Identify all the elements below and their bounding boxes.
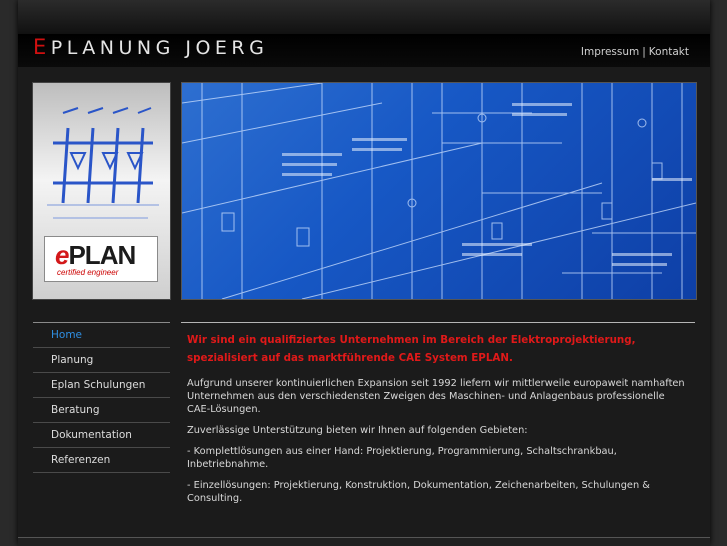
nav-item-home[interactable]: Home	[33, 323, 170, 348]
side-navigation	[33, 322, 170, 473]
impressum-link[interactable]: Impressum	[580, 46, 640, 58]
blueprint-lines-icon	[182, 83, 696, 299]
nav-item-beratung[interactable]: Beratung	[33, 398, 170, 423]
nav-item-planung[interactable]: Planung	[33, 348, 170, 373]
circuit-logo-icon	[33, 83, 170, 233]
site-logo[interactable]	[33, 35, 268, 59]
paragraph-expansion: Aufgrund unserer kontinuierlichen Expansion seit 1992 liefern wir mittlerweile europaweit namhaften Unternehmen aus den verschiedensten Zweigen des Maschinen- und Anlagenbaus professionelle CAE-Lösungen.	[187, 378, 685, 415]
paragraph-support: Zuverlässige Unterstützung bieten wir Ihnen auf folgenden Gebieten:	[187, 425, 528, 436]
paragraph-komplett: - Komplettlösungen aus einer Hand: Projektierung, Programmierung, Schaltschrankbau, Inbetriebnahme.	[187, 446, 617, 470]
page-top-bar	[18, 0, 710, 34]
intro-heading-line1: Wir sind ein qualifiziertes Unternehmen im Bereich der Elektroprojektierung,	[187, 334, 636, 346]
page-container	[18, 0, 710, 545]
eplan-certified-text: certified engineer	[57, 268, 119, 277]
eplan-certified-image	[32, 82, 171, 300]
eplan-wordmark: ePLAN	[55, 240, 136, 270]
nav-item-referenzen[interactable]: Referenzen	[33, 448, 170, 473]
logo-first-letter: E	[33, 35, 51, 59]
intro-heading	[187, 331, 695, 367]
blueprint-banner-image	[181, 82, 697, 300]
top-links	[581, 46, 689, 58]
nav-item-dokumentation[interactable]: Dokumentation	[33, 423, 170, 448]
intro-heading-line2: spezialisiert auf das marktführende CAE System EPLAN.	[187, 352, 513, 364]
main-content	[181, 322, 695, 505]
link-separator: |	[642, 46, 646, 58]
paragraph-einzel: - Einzellösungen: Projektierung, Konstruktion, Dokumentation, Zeichenarbeiten, Schulungen & Consulting.	[187, 480, 650, 504]
logo-text: PLANUNG JOERG	[50, 37, 269, 59]
kontakt-link[interactable]: Kontakt	[648, 46, 689, 58]
nav-item-eplan-schulungen[interactable]: Eplan Schulungen	[33, 373, 170, 398]
eplan-badge	[44, 236, 158, 282]
